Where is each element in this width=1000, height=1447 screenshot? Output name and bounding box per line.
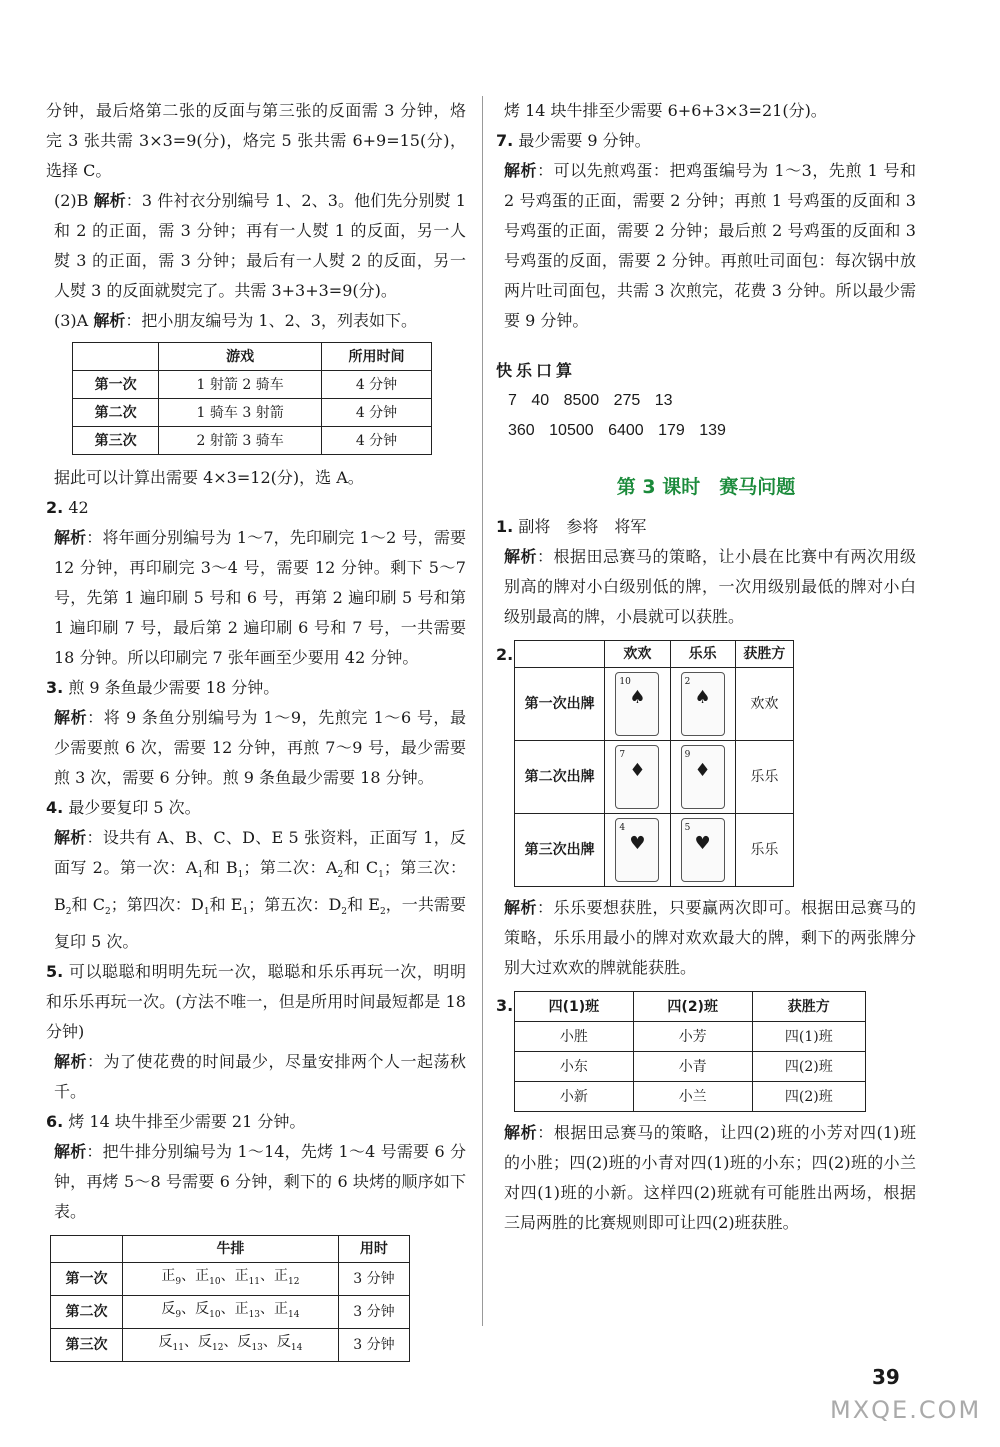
left-column — [46, 96, 466, 1362]
answer-7-text: ：可以先煎鸡蛋：把鸡蛋编号为 1～3，先煎 1 号和 2 号鸡蛋的正面，需要 2 分钟；再煎 1 号鸡蛋的反面和 3 号鸡蛋的正面，需要 2 分钟；最后煎 2 号鸡蛋的反面和 3 号鸡蛋的反面，需要 2 分钟。再煎吐司面包：每次锅中放两片吐司面包，共需 3 次煎完，花费 3 分钟。所以最少需要 9 分钟。 — [504, 161, 916, 330]
heart-icon: ♥ — [694, 833, 711, 854]
table1-cell: 1 射箭 2 骑车 — [159, 371, 322, 399]
paragraph-continue: 分钟，最后烙第二张的反面与第三张的反面需 3 分钟，烙完 3 张共需 3×3=9(分)，烙完 5 张共需 6+9=15(分)，选择 C。 — [46, 101, 466, 180]
steak-side: 、反 — [223, 1333, 252, 1350]
card-rank: 7 — [619, 750, 626, 760]
card-rank: 4 — [619, 823, 626, 833]
table4-cell: 四(1)班 — [752, 1022, 865, 1052]
subscript: 11 — [172, 1342, 184, 1353]
steak-side: 、正 — [260, 1301, 289, 1318]
answer-5 — [46, 957, 466, 1047]
section-title: 第 3 课时 赛马问题 — [616, 476, 796, 498]
table1-header-empty — [73, 343, 159, 371]
table4-cell: 小东 — [515, 1052, 634, 1082]
answer-4-text: 和 E — [347, 895, 380, 915]
answer-6-text: ：把牛排分别编号为 1～14，先烤 1～4 号需要 6 分钟，再烤 5～8 号需要 6 分钟，剩下的 6 块烤的顺序如下表。 — [54, 1142, 466, 1222]
table3-cell — [605, 741, 670, 814]
table1-cell: 4 分钟 — [322, 399, 432, 427]
table3-cell: 欢欢 — [735, 668, 793, 741]
steak-side: 、正 — [220, 1268, 249, 1285]
subscript: 9 — [175, 1277, 182, 1288]
answer-6-number: 6. — [46, 1112, 64, 1132]
card-rank: 9 — [684, 750, 691, 760]
subscript: 13 — [251, 1342, 263, 1353]
answer-6 — [46, 1107, 466, 1137]
after-table1: 据此可以计算出需要 4×3=12(分)，选 A。 — [54, 468, 364, 487]
jiexi-label: 解析 — [504, 161, 538, 180]
answer-7-explain — [496, 156, 916, 336]
table-row — [515, 814, 794, 887]
q2-jiexi-label: 解析 — [93, 191, 126, 210]
watermark: MXQE.COM — [830, 1396, 982, 1424]
jiexi-label: 解析 — [504, 1123, 538, 1142]
table4-cell: 小胜 — [515, 1022, 634, 1052]
answer-b3-text: ：根据田忌赛马的策略，让四(2)班的小芳对四(1)班的小胜；四(2)班的小青对四(1)班的小东；四(2)班的小兰对四(1)班的小新。这样四(2)班就有可能胜出两场，根据三局两胜的比赛规则即可让四(2)班获胜。 — [504, 1123, 916, 1232]
answer-6-value: 烤 14 块牛排至少需要 21 分钟。 — [68, 1112, 306, 1132]
answer-3-explain — [46, 703, 466, 793]
table3-header-huanhuan: 欢欢 — [605, 641, 670, 668]
table1-cell: 第一次 — [73, 371, 159, 399]
q3-text: ：把小朋友编号为 1、2、3，列表如下。 — [125, 311, 417, 330]
table-row — [73, 399, 432, 427]
table4-cell: 四(2)班 — [752, 1082, 865, 1112]
table3-cell: 第一次出牌 — [515, 668, 605, 741]
playing-card — [615, 672, 659, 736]
subscript: 11 — [248, 1277, 261, 1288]
table-row — [51, 1328, 410, 1361]
table3-header-winner: 获胜方 — [735, 641, 793, 668]
steak-side: 、正 — [260, 1268, 289, 1285]
jiexi-label: 解析 — [54, 528, 87, 547]
answer-4-text: ；第四次：D — [110, 895, 204, 915]
answer-b1-value: 副将 参将 将军 — [518, 517, 647, 536]
subscript: 2 — [104, 907, 111, 918]
jiexi-label: 解析 — [504, 547, 537, 566]
table-row — [73, 371, 432, 399]
table2-cell: 第一次 — [51, 1263, 123, 1296]
subscript: 1 — [197, 870, 204, 881]
table4-cell: 小芳 — [633, 1022, 752, 1052]
answer-5-explain — [46, 1047, 466, 1107]
jiexi-label: 解析 — [54, 708, 88, 727]
table-game-schedule — [72, 342, 432, 455]
answer-b2-text: ：乐乐要想获胜，只要赢两次即可。根据田忌赛马的策略，乐乐用最小的牌对欢欢最大的牌，剩下的两张牌分别大过欢欢的牌就能获胜。 — [504, 898, 916, 977]
answer-4-explain — [46, 823, 466, 957]
diamond-icon: ♦ — [629, 760, 646, 781]
table1-cell: 第三次 — [73, 427, 159, 455]
table3-header-lele: 乐乐 — [670, 641, 735, 668]
playing-card — [615, 818, 659, 882]
table2-cell: 3 分钟 — [338, 1263, 409, 1296]
playing-card — [615, 745, 659, 809]
table2-cell: 第三次 — [51, 1328, 123, 1361]
table4-cell: 小青 — [633, 1052, 752, 1082]
steak-side: 、反 — [183, 1333, 212, 1350]
answer-b2-explain — [496, 893, 916, 983]
answer-4-text: ；第三次：B — [54, 858, 466, 915]
table3-cell: 乐乐 — [735, 814, 793, 887]
table-row — [51, 1296, 410, 1329]
right-column — [496, 96, 916, 1238]
table-row — [73, 427, 432, 455]
page-number: 39 — [872, 1365, 900, 1389]
jiexi-label: 解析 — [54, 828, 87, 847]
table2-cell — [123, 1296, 339, 1329]
mental-math-row-1: 7 40 8500 275 13 — [508, 392, 673, 409]
table3-cell: 第三次出牌 — [515, 814, 605, 887]
answer-4-text: 和 E — [209, 895, 243, 915]
table1-header-game: 游戏 — [159, 343, 322, 371]
table1-cell: 4 分钟 — [322, 371, 432, 399]
table4-cell: 小兰 — [633, 1082, 752, 1112]
answer-b3 — [496, 991, 916, 1112]
subscript: 1 — [237, 870, 244, 881]
subscript: 9 — [175, 1309, 182, 1320]
answer-4-text: 和 C — [343, 858, 379, 877]
answer-b1-number: 1. — [496, 517, 514, 536]
table4-cell: 小新 — [515, 1082, 634, 1112]
mental-math-row-2: 360 10500 6400 179 139 — [508, 422, 726, 439]
table2-cell — [123, 1328, 339, 1361]
table2-cell: 第二次 — [51, 1296, 123, 1329]
table-row — [51, 1263, 410, 1296]
answer-4-text: ，一共需要复印 5 次。 — [54, 895, 466, 952]
answer-6-explain — [46, 1137, 466, 1227]
answer-b3-explain — [496, 1118, 916, 1238]
table2-cell: 3 分钟 — [338, 1296, 409, 1329]
answer-5-number: 5. — [46, 962, 64, 982]
table-card-game — [514, 640, 794, 887]
answer-4-text: ：设共有 A、B、C、D、E 5 张资料，正面写 1，反面写 2。第一次：A — [54, 828, 466, 877]
answer-2-value: 42 — [68, 498, 89, 517]
subscript: 1 — [378, 870, 384, 881]
table3-cell: 第二次出牌 — [515, 741, 605, 814]
answer-4 — [46, 793, 466, 823]
card-rank: 10 — [619, 677, 631, 687]
card-rank: 5 — [684, 823, 691, 833]
q2-label: (2)B — [54, 191, 89, 210]
table3-header-empty — [515, 641, 605, 668]
subscript: 12 — [211, 1342, 224, 1353]
heart-icon: ♥ — [629, 833, 646, 854]
answer-b2-number: 2. — [496, 645, 514, 664]
steak-side: 正 — [161, 1268, 176, 1285]
steak-side: 、正 — [181, 1268, 210, 1285]
answer-b2 — [496, 640, 916, 887]
playing-card — [681, 672, 725, 736]
table4-cell: 四(2)班 — [752, 1052, 865, 1082]
playing-card — [681, 818, 725, 882]
jiexi-label: 解析 — [54, 1052, 87, 1072]
table3-cell — [605, 668, 670, 741]
subscript: 1 — [242, 907, 249, 918]
steak-side: 、反 — [262, 1333, 291, 1350]
answer-4-text: 和 B — [203, 858, 238, 877]
subscript: 13 — [248, 1309, 261, 1320]
spade-icon: ♠ — [694, 687, 711, 708]
table1-cell: 1 骑车 3 射箭 — [159, 399, 322, 427]
q2-text: ：3 件衬衣分别编号 1、2、3。他们先分别熨 1 和 2 的正面，需 3 分钟；再有一人熨 1 的反面，另一人熨 3 的正面，需 3 分钟；最后有一人熨 2 的反面，另一人熨 3 的反面就熨完了。共需 3+3+3=9(分)。 — [54, 191, 466, 300]
answer-2-number: 2. — [46, 498, 64, 517]
answer-4-text: ；第五次：D — [248, 895, 342, 915]
table4-header: 获胜方 — [752, 992, 865, 1022]
subscript: 1 — [203, 907, 210, 918]
answer-2 — [46, 493, 466, 523]
table1-header-time: 所用时间 — [322, 343, 432, 371]
answer-b1 — [496, 512, 916, 542]
answer-3-text: ：将 9 条鱼分别编号为 1～9，先煎完 1～6 号，最少需要煎 6 次，需要 12 分钟，再煎 7～9 号，最少需要煎 3 次，需要 6 分钟。煎 9 条鱼最少需要 18 分钟。 — [54, 708, 466, 787]
spade-icon: ♠ — [629, 687, 646, 708]
table-row — [515, 1052, 866, 1082]
answer-5-value: 可以聪聪和明明先玩一次，聪聪和乐乐再玩一次，明明和乐乐再玩一次。(方法不唯一，但是所用时间最短都是 18 分钟) — [46, 962, 466, 1042]
table3-cell — [670, 668, 735, 741]
table3-cell: 乐乐 — [735, 741, 793, 814]
table1-cell: 第二次 — [73, 399, 159, 427]
steak-side: 反 — [158, 1333, 173, 1350]
subscript: 14 — [288, 1309, 300, 1320]
jiexi-label: 解析 — [504, 898, 537, 917]
steak-side: 反 — [161, 1301, 176, 1318]
subscript: 2 — [341, 907, 348, 918]
table3-cell — [670, 814, 735, 887]
answer-3-value: 煎 9 条鱼最少需要 18 分钟。 — [68, 678, 280, 697]
table3-cell — [670, 741, 735, 814]
answer-2-explain — [46, 523, 466, 673]
q3-jiexi-label: 解析 — [93, 311, 126, 330]
answer-5-text: ：为了使花费的时间最少，尽量安排两个人一起荡秋千。 — [54, 1052, 466, 1102]
answer-3 — [46, 673, 466, 703]
table3-cell — [605, 814, 670, 887]
subscript: 10 — [209, 1309, 221, 1320]
q3-label: (3)A — [54, 311, 89, 330]
answer-4-text: 和 C — [71, 895, 105, 915]
answer-3-number: 3. — [46, 678, 64, 697]
answer-q2 — [46, 186, 466, 306]
table-steak-schedule — [50, 1235, 410, 1361]
column-divider — [482, 96, 483, 1326]
table2-header-steak: 牛排 — [123, 1236, 339, 1263]
table1-cell: 2 射箭 3 骑车 — [159, 427, 322, 455]
mental-math-title: 快乐口算 — [496, 361, 577, 380]
table2-cell: 3 分钟 — [338, 1328, 409, 1361]
steak-side: 、反 — [181, 1301, 210, 1318]
table-row — [515, 1022, 866, 1052]
answer-7-number: 7. — [496, 131, 514, 150]
paragraph-continue-right: 烤 14 块牛排至少需要 6+6+3×3=21(分)。 — [504, 101, 827, 120]
table-class-match — [514, 991, 866, 1112]
subscript: 2 — [65, 907, 72, 918]
table4-header: 四(1)班 — [515, 992, 634, 1022]
subscript: 12 — [288, 1277, 300, 1288]
table-row — [515, 1082, 866, 1112]
answer-4-text: ；第二次：A — [243, 858, 338, 877]
answer-4-number: 4. — [46, 798, 64, 817]
answer-b3-number: 3. — [496, 996, 514, 1015]
answer-7-value: 最少需要 9 分钟。 — [518, 131, 651, 150]
table4-header: 四(2)班 — [633, 992, 752, 1022]
table2-header-time: 用时 — [338, 1236, 409, 1263]
answer-q3 — [46, 306, 466, 336]
answer-b1-text: ：根据田忌赛马的策略，让小晨在比赛中有两次用级别高的牌对小白级别低的牌，一次用级别最低的牌对小白级别最高的牌，小晨就可以获胜。 — [504, 547, 916, 626]
answer-4-value: 最少要复印 5 次。 — [68, 798, 201, 817]
subscript: 10 — [209, 1277, 221, 1288]
table-row — [515, 668, 794, 741]
subscript: 2 — [337, 870, 344, 881]
answer-b1-explain — [496, 542, 916, 632]
table2-cell — [123, 1263, 339, 1296]
jiexi-label: 解析 — [54, 1142, 87, 1162]
subscript: 14 — [290, 1342, 303, 1353]
answer-7 — [496, 126, 916, 156]
table1-cell: 4 分钟 — [322, 427, 432, 455]
playing-card — [681, 745, 725, 809]
table-row — [515, 741, 794, 814]
steak-side: 、正 — [220, 1301, 249, 1318]
diamond-icon: ♦ — [694, 760, 711, 781]
table2-header-empty — [51, 1236, 123, 1263]
card-rank: 2 — [684, 677, 691, 687]
subscript: 2 — [379, 907, 386, 918]
answer-2-text: ：将年画分别编号为 1～7，先印刷完 1～2 号，需要 12 分钟，再印刷完 3～4 号，需要 12 分钟。剩下 5～7 号，先第 1 遍印刷 5 号和 6 号，再第 2 遍印刷 5 号和第 1 遍印刷 7 号，最后第 2 遍印刷 6 号和 7 号，一共需要 18 分钟。所以印刷完 7 张年画至少要用 42 分钟。 — [54, 528, 466, 667]
